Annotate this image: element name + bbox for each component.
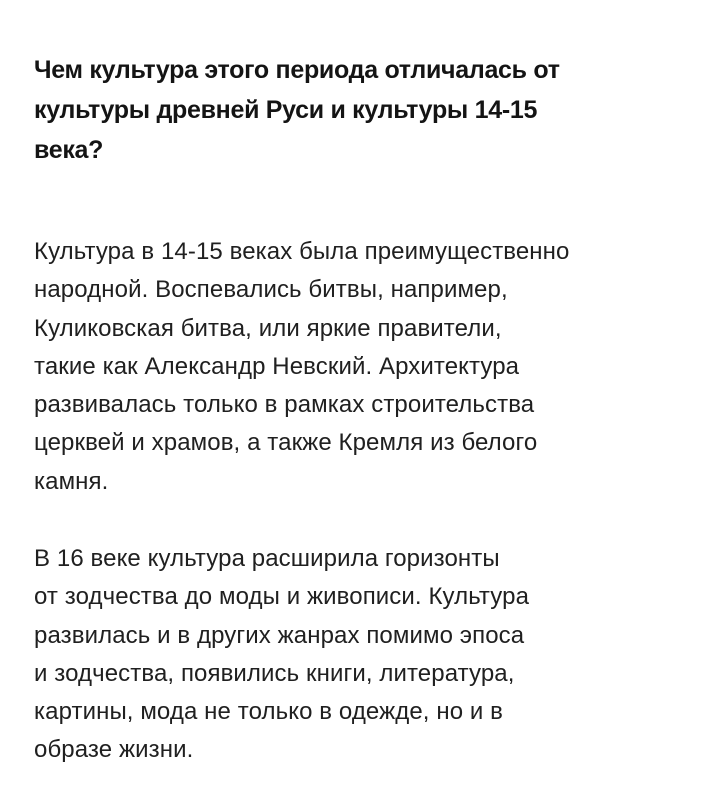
question-line: века?: [34, 136, 104, 164]
answer-line: развивалась только в рамках строительства: [34, 391, 535, 419]
answer-line: образе жизни.: [34, 736, 194, 764]
answer-line: картины, мода не только в одежде, но и в: [34, 698, 504, 726]
answer-paragraph-1: [34, 233, 694, 501]
question-line: Чем культура этого периода отличалась от: [34, 56, 560, 84]
answer-line: такие как Александр Невский. Архитектура: [34, 352, 520, 380]
answer-line: Культура в 14-15 веках была преимущественно: [34, 238, 570, 265]
question-line: культуры древней Руси и культуры 14-15: [34, 96, 538, 124]
answer-paragraph-2: [34, 540, 694, 770]
answer-line: и зодчества, появились книги, литература,: [34, 659, 515, 687]
answer-line: церквей и храмов, а также Кремля из белого: [34, 429, 538, 457]
answer-line: от зодчества до моды и живописи. Культура: [34, 583, 530, 611]
answer-line: камня.: [34, 467, 109, 495]
answer-line: развилась и в других жанрах помимо эпоса: [34, 621, 525, 649]
answer-line: народной. Воспевались битвы, например,: [34, 276, 508, 304]
question-heading: [34, 50, 674, 170]
answer-line: В 16 веке культура расширила горизонты: [34, 545, 500, 572]
answer-line: Куликовская битва, или яркие правители,: [34, 314, 502, 342]
